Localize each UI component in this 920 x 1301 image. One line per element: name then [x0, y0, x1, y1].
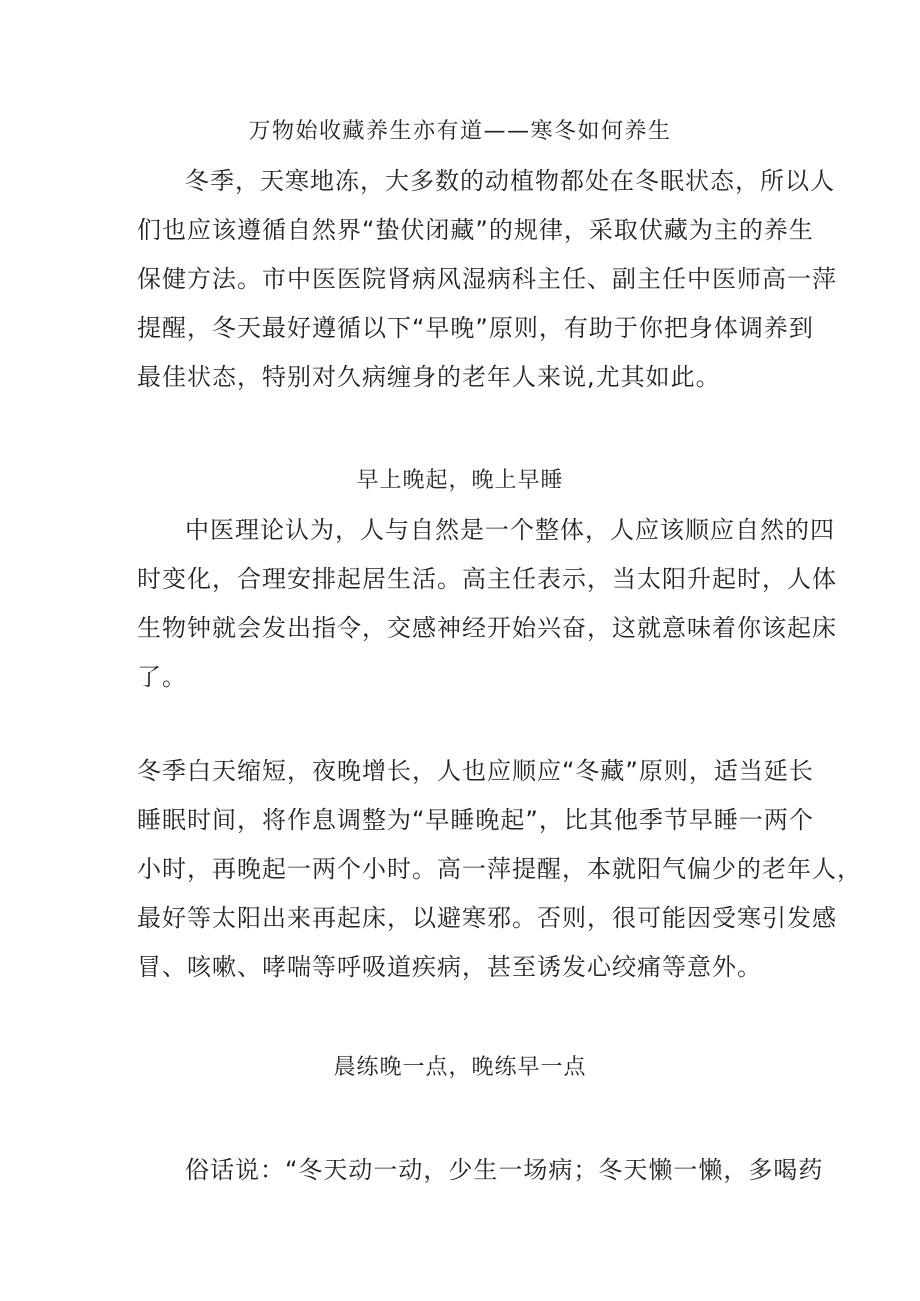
s1p2-line-1: 冬季白天缩短，夜晚增长，人也应顺应“冬藏”原则，适当延长 — [137, 757, 814, 785]
intro-line-4: 提醒，冬天最好遵循以下“早晚”原则，有助于你把身体调养到 — [137, 314, 814, 342]
s1p1-line-3: 生物钟就会发出指令，交感神经开始兴奋，这就意味着你该起床 — [137, 614, 837, 642]
s1p2-line-3: 小时，再晚起一两个小时。高一萍提醒，本就阳气偏少的老年人， — [137, 855, 862, 883]
intro-line-2: 们也应该遵循自然界“蛰伏闭藏”的规律，采取伏藏为主的养生 — [137, 216, 814, 244]
s1p2-line-2: 睡眠时间，将作息调整为“早睡晚起”，比其他季节早睡一两个 — [137, 806, 814, 834]
s1p1-line-2: 时变化，合理安排起居生活。高主任表示，当太阳升起时，人体 — [137, 565, 837, 593]
intro-line-3: 保健方法。市中医医院肾病风湿病科主任、副主任中医师高一萍 — [137, 265, 837, 293]
section-heading-1: 早上晚起，晚上早睡 — [356, 468, 564, 493]
s2p1-line-1: 俗话说：“冬天动一动，少生一场病；冬天懒一懒，多喝药 — [185, 1156, 824, 1184]
intro-line-5: 最佳状态，特别对久病缠身的老年人来说,尤其如此。 — [137, 363, 721, 391]
s1p2-line-4: 最好等太阳出来再起床，以避寒邪。否则，很可能因受寒引发感 — [137, 904, 837, 932]
document-title: 万物始收藏养生亦有道——寒冬如何养生 — [248, 119, 672, 144]
s1p1-line-1: 中医理论认为，人与自然是一个整体，人应该顺应自然的四 — [185, 516, 835, 544]
s1p1-line-4: 了。 — [137, 663, 187, 691]
s1p2-line-5: 冒、咳嗽、哮喘等呼吸道疾病，甚至诱发心绞痛等意外。 — [137, 953, 762, 981]
intro-line-1: 冬季，天寒地冻，大多数的动植物都处在冬眠状态，所以人 — [185, 167, 835, 195]
section-heading-2: 晨练晚一点，晚练早一点 — [333, 1055, 587, 1080]
